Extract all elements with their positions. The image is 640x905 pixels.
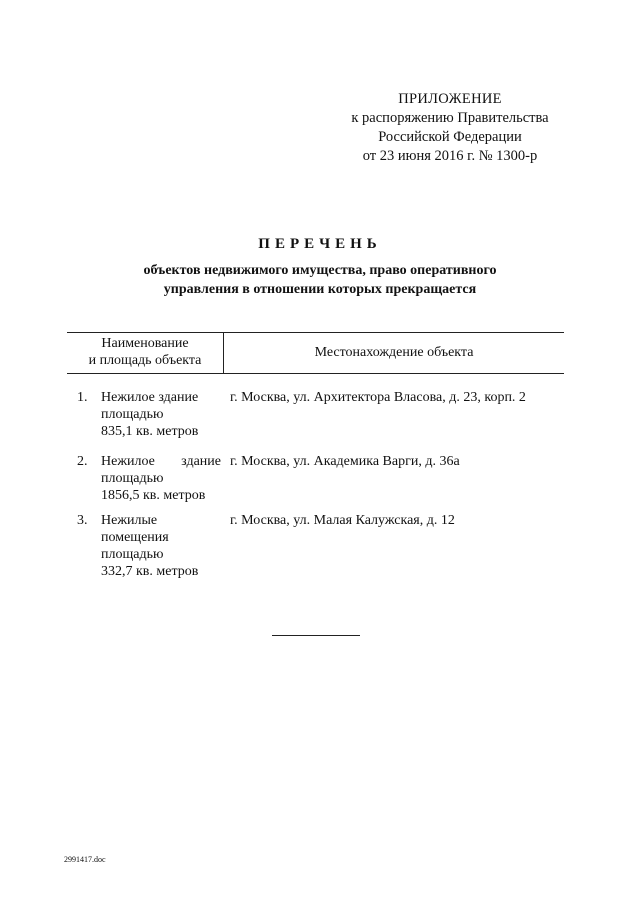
- header-name-line-2: и площадь объекта: [88, 353, 202, 368]
- table-header-name: [67, 335, 223, 369]
- name-line: площадью: [101, 407, 164, 422]
- name-line: Нежилые: [101, 513, 158, 528]
- table-top-rule: [67, 332, 564, 333]
- row-number: 3.: [77, 513, 88, 528]
- row-object-name: [101, 512, 221, 580]
- header-name-line-1: Наименование: [101, 336, 189, 351]
- appendix-line-2: Российской Федерации: [378, 129, 522, 145]
- row-object-name: [101, 453, 221, 504]
- name-line: площадью: [101, 547, 164, 562]
- file-reference: 2991417.doc: [64, 855, 106, 864]
- table-header-location: Местонахождение объекта: [314, 345, 474, 360]
- end-rule: [272, 635, 360, 636]
- row-object-name: [101, 389, 221, 440]
- subtitle-line-1: объектов недвижимого имущества, право оперативного: [143, 263, 497, 278]
- name-line: 1856,5 кв. метров: [101, 488, 206, 503]
- appendix-heading: ПРИЛОЖЕНИЕ: [398, 91, 502, 107]
- row-address: г. Москва, ул. Архитектора Власова, д. 23, корп. 2: [230, 390, 526, 405]
- document-title: ПЕРЕЧЕНЬ: [258, 236, 382, 252]
- document-subtitle: [110, 261, 530, 299]
- row-number: 1.: [77, 390, 88, 405]
- appendix-line-3: от 23 июня 2016 г. № 1300-р: [362, 148, 538, 164]
- subtitle-line-2: управления в отношении которых прекращается: [163, 282, 477, 297]
- row-number: 2.: [77, 454, 88, 469]
- table-header-bottom-rule: [67, 373, 564, 374]
- name-line: 332,7 кв. метров: [101, 564, 199, 579]
- name-line: Нежилое здание: [101, 454, 221, 469]
- appendix-block: [330, 90, 570, 166]
- appendix-line-1: к распоряжению Правительства: [351, 110, 549, 126]
- name-line: 835,1 кв. метров: [101, 424, 199, 439]
- row-address: г. Москва, ул. Академика Варги, д. 36а: [230, 454, 460, 469]
- name-line: помещения: [101, 530, 169, 545]
- row-address: г. Москва, ул. Малая Калужская, д. 12: [230, 513, 455, 528]
- name-line: площадью: [101, 471, 164, 486]
- name-line: Нежилое здание: [101, 390, 199, 405]
